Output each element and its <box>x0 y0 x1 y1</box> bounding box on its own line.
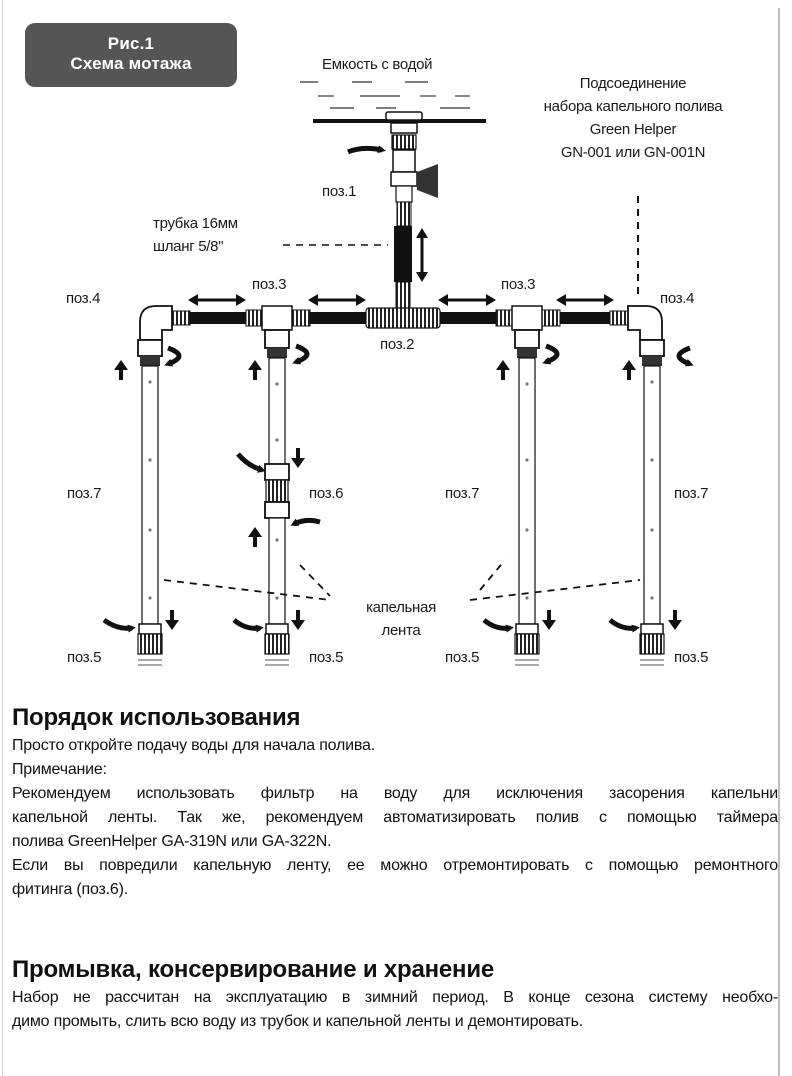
drip-column-4 <box>640 340 664 654</box>
drip-column-2 <box>265 330 289 654</box>
tank-outlet-valve <box>386 112 438 226</box>
tube-label-line: шланг 5/8" <box>153 238 224 255</box>
double-arrow-icon <box>416 228 428 282</box>
pos1-label: поз.1 <box>322 183 357 200</box>
connection-label-line: Green Helper <box>589 121 677 138</box>
usage-line: капельной ленты. Так же, рекомендуем автоматизировать полив с помощью таймера <box>12 809 778 826</box>
pos5-label: поз.5 <box>445 649 480 666</box>
usage-note-label: Примечание: <box>12 761 107 778</box>
pos3-right-label: поз.3 <box>501 276 536 293</box>
usage-line: фитинга (поз.6). <box>12 881 128 898</box>
connection-label-line: GN-001 или GN-001N <box>560 144 706 161</box>
usage-line: Просто откройте подачу воды для начала полива. <box>12 737 375 754</box>
pos5-label: поз.5 <box>67 649 102 666</box>
pos4-right-label: поз.4 <box>660 290 695 307</box>
drip-tape-label-line: лента <box>381 622 421 639</box>
usage-line: полива GreenHelper GA-319N или GA-322N. <box>12 833 332 850</box>
tube-label <box>153 212 238 258</box>
double-arrow-icon <box>308 294 366 306</box>
double-arrow-icon <box>556 294 614 306</box>
rotate-arrow-icon <box>104 346 690 628</box>
connection-label-line: Подсоединение <box>579 75 687 92</box>
storage-title: Промывка, консервирование и хранение <box>12 956 495 983</box>
drip-tape-label-line: капельная <box>366 599 436 616</box>
double-arrow-icon <box>438 294 496 306</box>
double-arrow-icon <box>188 294 246 306</box>
main-tube <box>394 226 412 282</box>
pos4-left-label: поз.4 <box>66 290 101 307</box>
storage-line: Набор не рассчитан на эксплуатацию в зимний период. В конце сезона систему необхо- <box>12 989 778 1006</box>
usage-section <box>12 704 778 902</box>
storage-line: димо промыть, слить всю воду из трубок и капельной ленты и демонтировать. <box>12 1013 583 1030</box>
tube-label-line: трубка 16мм <box>153 215 238 232</box>
rotate-arrow-icon <box>348 148 382 152</box>
pos7-label: поз.7 <box>445 485 480 502</box>
pos7-label: поз.7 <box>67 485 102 502</box>
usage-line: Если вы повредили капельную ленту, ее можно отремонтировать с помощью ремонтного <box>12 857 778 874</box>
storage-section <box>12 956 778 1034</box>
pos2-label: поз.2 <box>380 336 415 353</box>
connection-label <box>520 72 746 164</box>
pos7-label: поз.7 <box>674 485 709 502</box>
pos5-label: поз.5 <box>674 649 709 666</box>
drip-column-1 <box>138 340 162 654</box>
pos6-label: поз.6 <box>309 485 344 502</box>
figure-number: Рис.1 <box>107 34 155 53</box>
tank-label: Емкость с водой <box>322 56 433 73</box>
drip-column-3 <box>515 330 539 654</box>
horizontal-main-line <box>140 306 662 340</box>
figure-caption: Схема мотажа <box>70 54 192 73</box>
drip-tape-leader-lines <box>164 560 640 600</box>
pos5-label: поз.5 <box>309 649 344 666</box>
pos3-left-label: поз.3 <box>252 276 287 293</box>
usage-line: Рекомендуем использовать фильтр на воду для исключения засорения капельни <box>12 785 778 802</box>
up-arrow-icon <box>114 360 636 547</box>
usage-title: Порядок использования <box>12 704 301 731</box>
connection-label-line: набора капельного полива <box>543 98 723 115</box>
tee-stem <box>396 282 410 308</box>
drip-tape-label <box>340 596 462 642</box>
